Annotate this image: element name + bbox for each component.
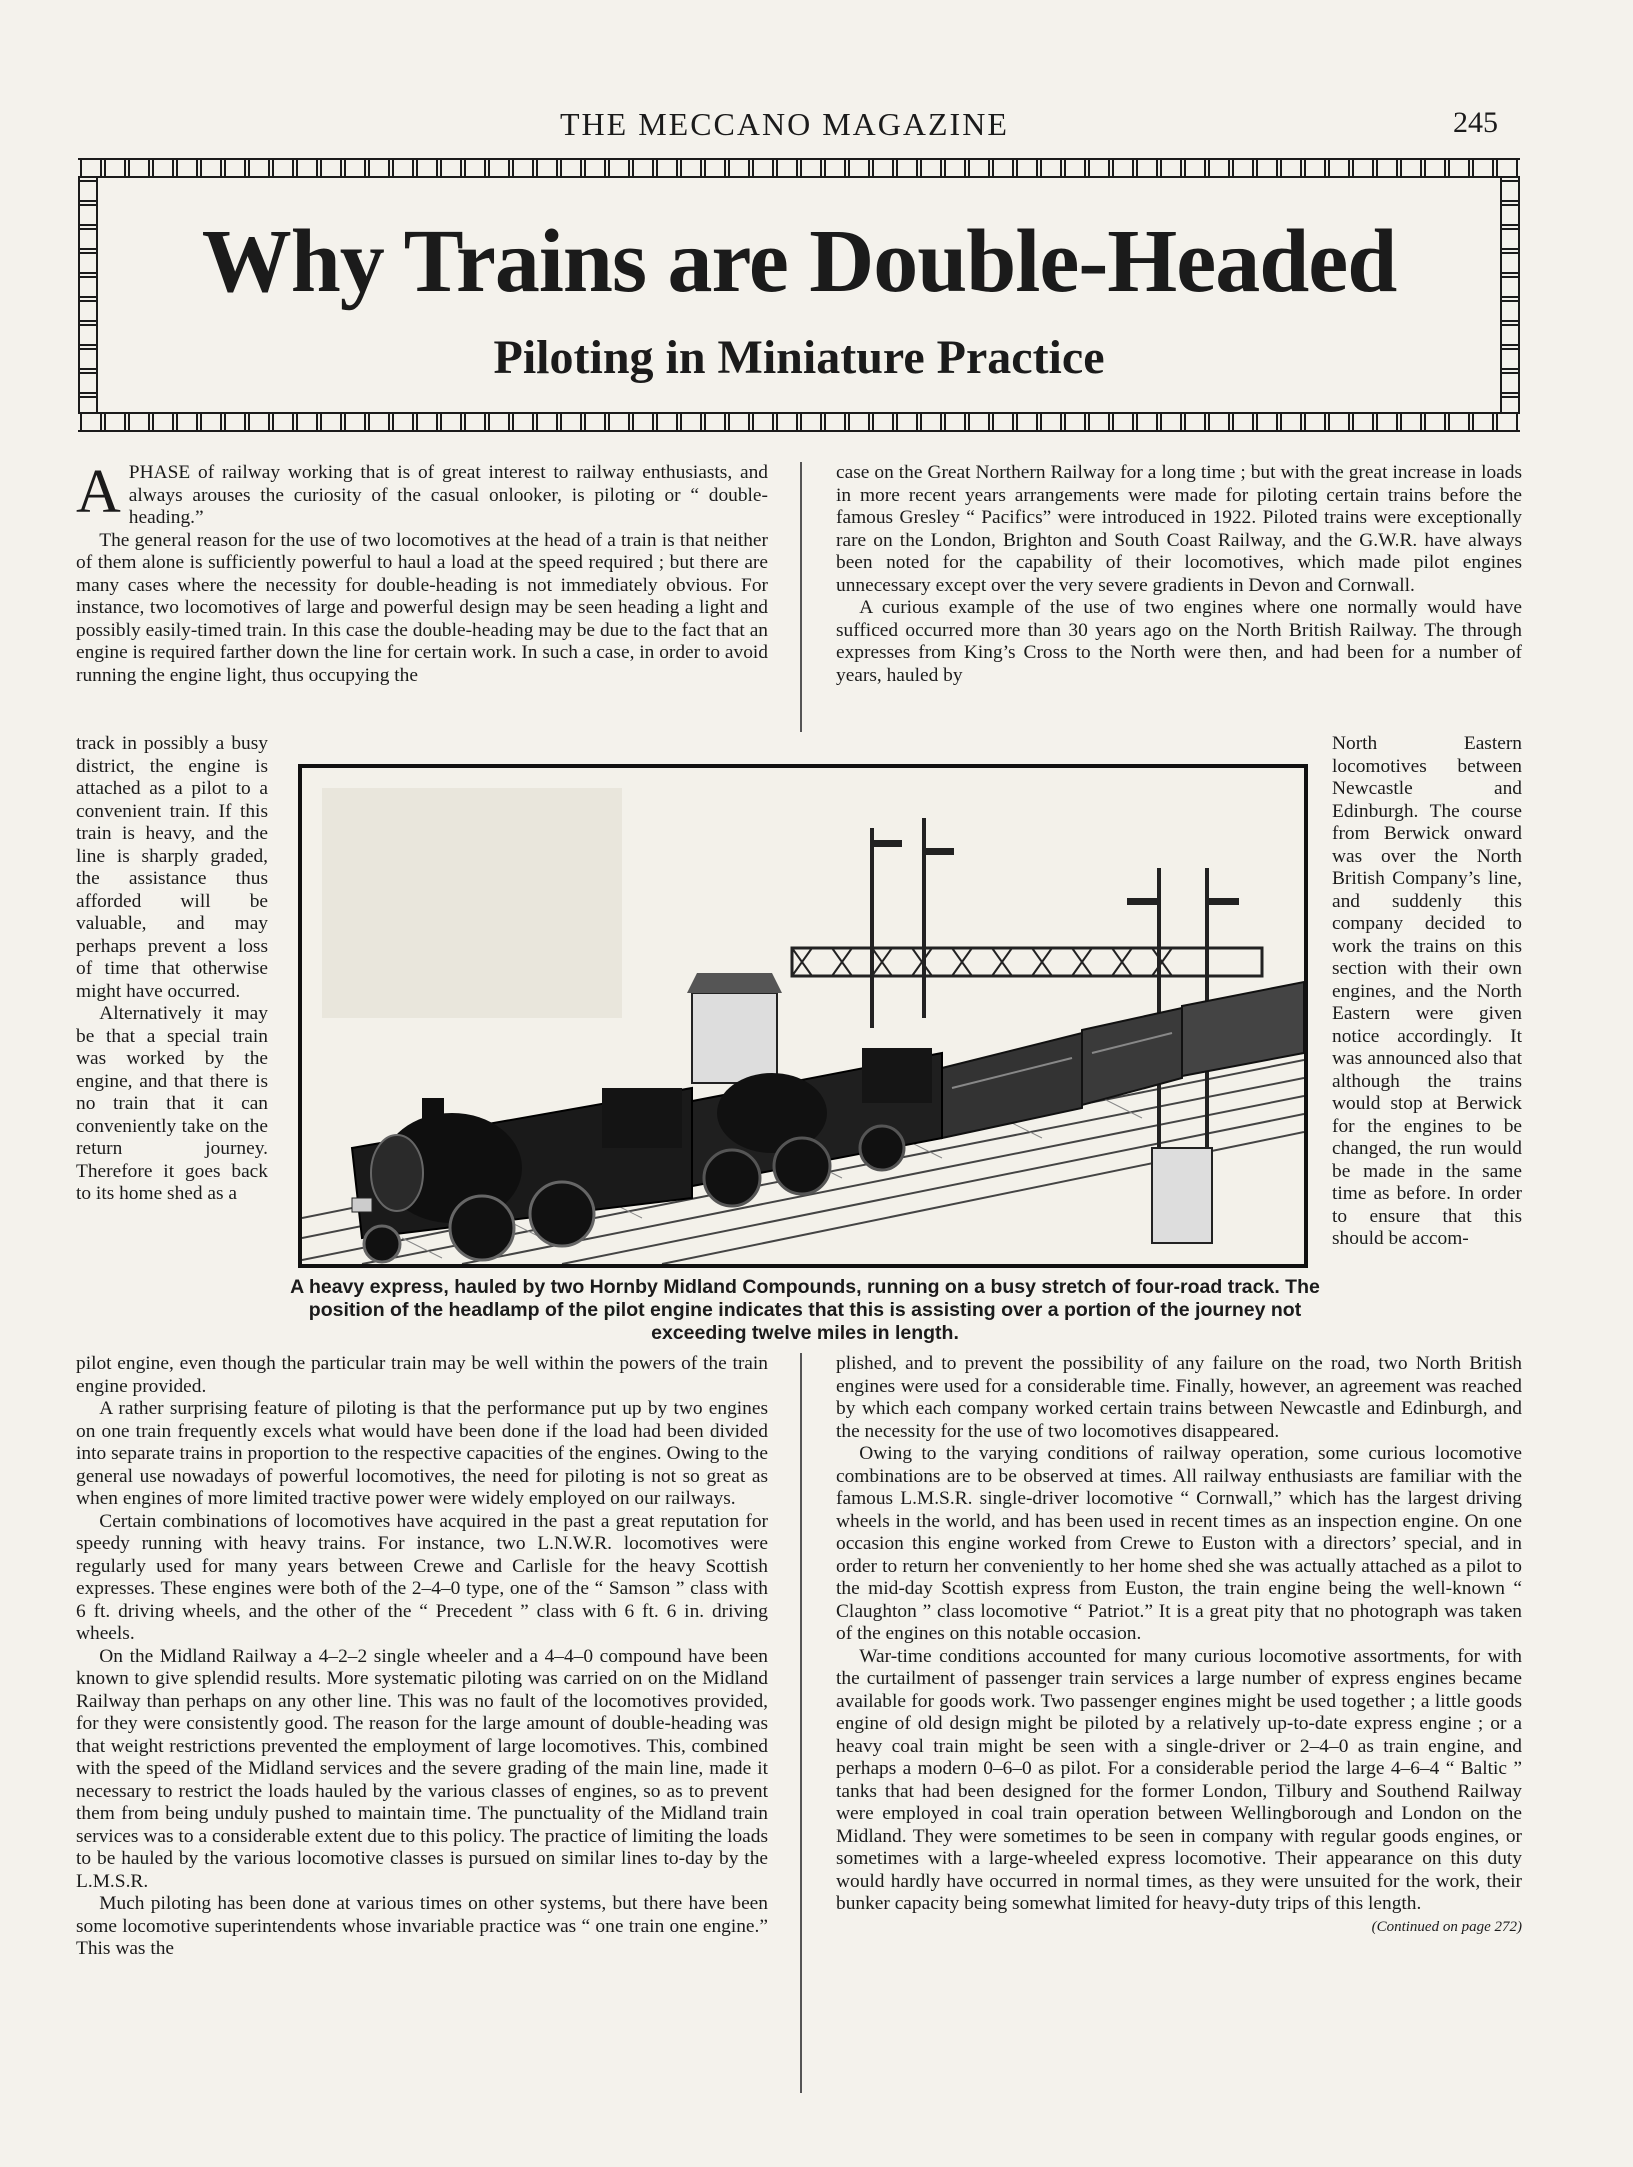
- paragraph: A curious example of the use of two engines where one normally would have sufficed occurred more than 30 years ago on the North British Railway. The through expresses from King’s Cross to the North were then, and had been for a number of years, hauled by: [836, 597, 1522, 686]
- article-title: Why Trains are Double-Headed: [201, 212, 1397, 311]
- paragraph: Owing to the varying conditions of railway operation, some curious locomotive combinations are to be observed at times. All railway enthusiasts are familiar with the famous L.M.S.R. single-driver locomotive “ Cornwall,” which has the largest driving wheels in the world, and has been used in recent times as an inspection engine. On one occasion this engine worked from Crewe to Euston with a directors’ special, and in order to return her conveniently to her home shed she was actually attached as a pilot to the mid-day Scottish express from Euston, the train engine being the well-known “ Claughton ” class locomotive “ Patriot.” It is a great pity that no photograph was taken of the engines on this notable occasion.: [836, 1443, 1522, 1644]
- paragraph: North Eastern locomotives between Newcastle and Edinburgh. The course from Berwick onward was over the North British Company’s line, and suddenly this company decided to work the trains on this section with their own engines, and the North Eastern were given notice accordingly. It was announced also that although the trains would stop at Berwick for the engines to be changed, the run would be made in the same time as before. In order to ensure that this should be accom-: [1332, 733, 1522, 1249]
- left-column-bottom: [76, 1353, 768, 1961]
- left-column-top: [76, 458, 768, 687]
- signal-base: [1152, 1148, 1212, 1243]
- column-rule-top: [800, 462, 802, 732]
- right-column-bottom: [836, 1353, 1522, 1938]
- title-box: [78, 158, 1520, 432]
- headlamp: [352, 1198, 372, 1212]
- paragraph: case on the Great Northern Railway for a long time ; but with the great increase in loads in more recent years arrangements were made for piloting certain trains before the famous Gresley “ Pacifics” were introduced in 1922. Piloted trains were exceptionally rare on the London, Brighton and South Coast Railway, and the G.W.R. have always been noted for the capability of their locomotives, which made pilot engines unnecessary except over the very severe gradients in Devon and Cornwall.: [836, 462, 1522, 596]
- title-border-top: [78, 158, 1520, 178]
- page-number: 245: [1453, 106, 1498, 139]
- paragraph: pilot engine, even though the particular train may be well within the powers of the train engine provided.: [76, 1353, 768, 1397]
- paragraph: Alternatively it may be that a special train was worked by the engine, and that there is no train that it can conveniently take on the return journey. Therefore it goes back to its home shed as a: [76, 1003, 268, 1204]
- left-column-narrow: [76, 733, 268, 1206]
- paragraph: Much piloting has been done at various times on other systems, but there have been some locomotive superintendents whose invariable practice was “ one train one engine.” This was the: [76, 1893, 768, 1959]
- drop-cap: A: [76, 458, 121, 526]
- paragraph: plished, and to prevent the possibility of any failure on the road, two North British engines were used for a considerable time. Finally, however, an agreement was reached by which each company worked certain trains between Newcastle and Edinburgh, and the necessity for the use of two locomotives disappeared.: [836, 1353, 1522, 1442]
- paragraph: On the Midland Railway a 4–2–2 single wheeler and a 4–4–0 compound have been known to give splendid results. More systematic piloting was carried on on the Midland Railway than perhaps on any other line. This was no fault of the locomotives provided, for they were consistently good. The reason for the large amount of double-heading was that weight restrictions prevented the employment of large locomotives. This, combined with the speed of the Midland services and the severe grading of the main line, made it necessary to restrict the loads hauled by the various classes of engines, so as to prevent them from being unduly pushed to maintain time. The punctuality of the Midland train services was to a considerable extent due to this policy. The practice of limiting the loads to be hauled by the various locomotive classes is pursued on similar lines to-day by the L.M.S.R.: [76, 1645, 768, 1892]
- figure-caption: A heavy express, hauled by two Hornby Midland Compounds, running on a busy stretch of four-road track. The position of the headlamp of the pilot engine indicates that this is assisting over a portion of the journey not exceeding twelve miles in length.: [290, 1276, 1320, 1344]
- background-poster: [322, 788, 622, 1018]
- paragraph: track in possibly a busy district, the engine is attached as a pilot to a convenient train. If this train is heavy, and the line is sharply graded, the assistance thus afforded will be valuable, and may perhaps prevent a loss of time that otherwise might have occurred.: [76, 733, 268, 1002]
- signal-cabin: [692, 993, 777, 1083]
- paragraph: A rather surprising feature of piloting is that the performance put up by two engines on one train frequently excels what would have been done if the load had been divided into separate trains in proportion to the respective capacities of the engines. Owing to the general use nowadays of powerful locomotives, the need for piloting is not so great as when engines of more limited tractive power were widely employed on our railways.: [76, 1398, 768, 1509]
- right-column-narrow: [1332, 733, 1522, 1251]
- paragraph: Certain combinations of locomotives have acquired in the past a great reputation for speedy running with heavy trains. For instance, two L.N.W.R. locomotives were regularly used for many years between Crewe and Carlisle for the heavy Scottish expresses. These engines were both of the 2–4–0 type, one of the “ Samson ” class with 6 ft. driving wheels, and the other of the “ Precedent ” class with 6 ft. 6 in. driving wheels.: [76, 1510, 768, 1644]
- running-head: [0, 106, 1633, 146]
- train-illustration: [298, 764, 1308, 1268]
- column-rule-bottom: [800, 1353, 802, 2093]
- paragraph: War-time conditions accounted for many curious locomotive assortments, for with the curtailment of passenger train services a large number of express engines became available for goods work. Two passenger engines might be used together ; a little goods engine of old design might be piloted by a relatively up-to-date express engine ; or a heavy coal train might be seen with a single-driver or 2–4–0 as train engine, and perhaps a modern 0–6–0 as pilot. For a considerable period the large 4–6–4 “ Baltic ” tanks that had been designed for the former London, Tilbury and Southend Railway were employed in coal train operation between Wellingborough and London on the Midland. They were sometimes to be seen in company with regular goods engines, or sometimes with a large-wheeled express locomotive. Their appearance on this duty would hardly have occurred in normal times, as they were unsuited for the work, their bunker capacity being somewhat limited for heavy-duty trips of this length. (Continued on page 272): [836, 1646, 1522, 1916]
- continued-note: (Continued on page 272): [1371, 1918, 1522, 1935]
- paragraph-intro: APHASE of railway working that is of great interest to railway enthusiasts, and always arouses the curiosity of the casual onlooker, is piloting or “ double-heading.”: [76, 458, 768, 528]
- magazine-title: THE MECCANO MAGAZINE: [560, 106, 1009, 142]
- article-subtitle: Piloting in Miniature Practice: [493, 331, 1105, 384]
- train-drawing: [302, 768, 1304, 1264]
- right-column-top: [836, 462, 1522, 687]
- paragraph: The general reason for the use of two locomotives at the head of a train is that neither of them alone is sufficiently powerful to haul a load at the speed required ; but there are many cases where the necessity for double-heading is not immediately obvious. For instance, two locomotives of large and powerful design may be seen heading a light and possibly easily-timed train. In this case the double-heading may be due to the fact that an engine is required farther down the line for certain work. In such a case, in order to avoid running the engine light, thus occupying the: [76, 529, 768, 686]
- cabin-roof: [687, 973, 782, 993]
- title-border-bottom: [78, 412, 1520, 432]
